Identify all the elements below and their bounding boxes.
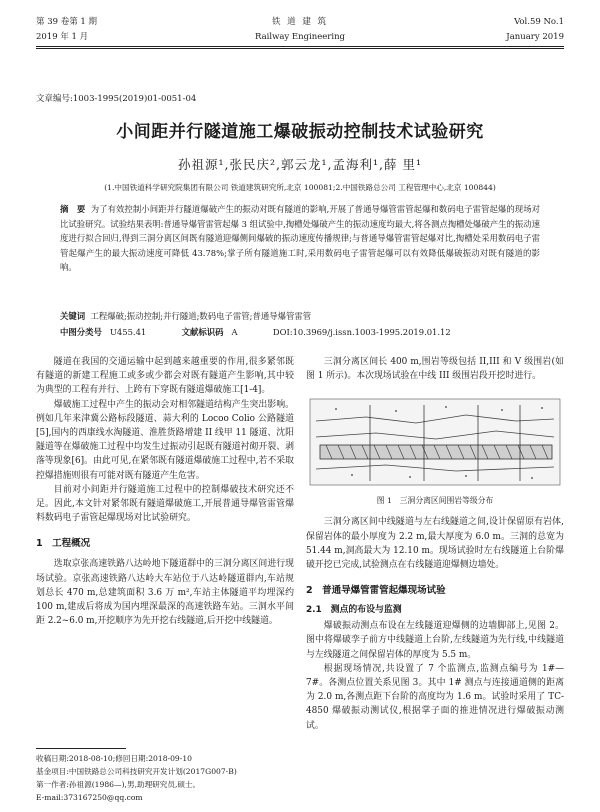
header-date: 2019 年 1 月: [36, 32, 89, 42]
abstract-label: 摘 要: [60, 204, 86, 214]
article-id: 文章编号:1003-1995(2019)01-0051-04: [36, 94, 197, 104]
figure-1: [306, 391, 564, 509]
authors: 孙祖源¹,张民庆²,郭云龙¹,孟海利¹,薛 里¹: [178, 157, 422, 172]
footnotes: [36, 752, 298, 804]
footnote-email: E-mail:373167250@qq.com: [36, 793, 143, 802]
section-2-heading: 2 普通导爆管雷管起爆现场试验: [306, 585, 446, 597]
right-paragraph-1: 三洞分离区间长 400 m,围岩等级包括 II,III 和 V 级围岩(如图 1 所示)。本次现场试验在中线 III 级围岩段开挖时进行。: [306, 357, 564, 382]
doi-value: 10.3969/j.issn.1003-1995.2019.01.12: [292, 327, 451, 337]
figure-frame: [310, 399, 560, 485]
section-1-paragraph: 选取京张高速铁路八达岭地下隧道群中的三洞分离区间进行现场试验。京张高速铁路八达岭大车站位于八达岭隧道群内,车站规划总长 470 m,总建筑面积 3.6 万 m²,车站主体隧道平均埋深约 100 m,建成后将成为国内埋深最深的高速铁路车站。三洞水平间距 2.2~6.0 m,开挖顺序为先开挖右线隧道,后开挖中线隧道。: [36, 559, 294, 627]
intro-paragraph-1: 隧道在我国的交通运输中起到越来越重要的作用,很多紧邻既有隧道的新建工程施工或多或少都会对既有隧道产生影响,其中较为典型的工程有并行、上跨有下穿既有隧道爆破施工[1-4]。: [36, 357, 294, 396]
footnote-received: 收稿日期:2018-08-10;修回日期:2018-09-10: [36, 754, 192, 763]
right-column: [306, 355, 564, 733]
doi-label: DOI:: [272, 327, 293, 337]
abstract-text: 为了有效控制小间距并行隧道爆破产生的振动对既有隧道的影响,开展了普通导爆管雷管起爆和数码电子雷管起爆的现场对比试验研究。试验结果表明:普通导爆管雷管起爆 3 组试验中,掏槽处爆破产生的振动速度均最大,将各测点掏槽处爆破产生的振动速度进行拟合回归,得到三洞分离区间既有隧道迎爆侧间爆破的振动速度传播规律;与普通导爆管雷管起爆对比,掏槽处采用数码电子雷管起爆产生的最大振动速度可降低 43.78%;掌子所有隧道施工时,采用数码电子雷管起爆可以有效降低爆破振动对既有隧道的影响。: [60, 204, 540, 272]
keywords-label: 关键词: [60, 311, 86, 321]
left-column: [36, 355, 294, 628]
clc-value: U455.41: [109, 327, 147, 337]
clc-label: 中图分类号: [60, 327, 102, 337]
page-title: 小间距并行隧道施工爆破振动控制技术试验研究: [116, 122, 484, 142]
doc-code-label: 文献标识码: [181, 327, 224, 337]
keywords: [60, 309, 540, 324]
header-month: January 2019: [506, 32, 564, 42]
right-paragraph-3: 爆破振动测点布设在左线隧道迎爆侧的边墙脚部上,见图 2。图中将爆破孪子前方中线隧道上台阶,左线隧道为先行线,中线隧道与左线隧道之间保留岩体的厚度为 5.5 m。: [306, 621, 564, 660]
footnote-author: 第一作者:孙祖源(1986—),男,助理研究员,硕士。: [36, 780, 201, 789]
abstract: [60, 202, 540, 275]
header-journal: 铁 道 建 筑: [271, 17, 329, 27]
subsection-2-1-heading: 2.1 测点的布设与监测: [306, 605, 402, 616]
keywords-text: 工程爆破;振动控制;并行隧道;数码电子雷管;普通导爆管雷管: [90, 311, 312, 321]
affiliations: (1.中国铁道科学研究院集团有限公司 铁道建筑研究所,北京 100081;2.中国铁路总公司 工程管理中心,北京 100844): [104, 183, 496, 192]
intro-paragraph-2: 爆破施工过程中产生的振动会对相邻隧道结构产生突出影响。例如几年来津冀公路标段隧道、蒜大利的 Locoo Colio 公路隧道[5],国内的西康线水淘隧道、淮胜货路增建 II 线甲 11 隧道、沈阳隧道等在爆破施工过程中均发生过振动引起既有隧道衬砌开裂、剥落等现象[6]。由此可见,在紧邻既有隧道爆破施工过程中,若不采取控爆措施则很有可能对既有隧道产生危害。: [36, 399, 294, 481]
header-issue: 第 39 卷第 1 期: [36, 17, 98, 27]
header-journal-en: Railway Engineering: [254, 32, 346, 42]
header-rule-top: [36, 46, 564, 47]
figure-1-caption: 图 1 三洞分离区间围岩等级分布: [376, 496, 494, 506]
header-rule-bottom: [36, 48, 564, 49]
header-volume: Vol.59 No.1: [514, 17, 564, 27]
section-1-heading: 1 工程概况: [36, 538, 91, 550]
doc-code-value: A: [231, 327, 238, 337]
right-paragraph-4: 根据现场情况,共设置了 7 个监测点,监测点编号为 1#—7#。各测点位置关系见图 3。其中 1# 测点与连接通道侧的距离为 2.0 m,各测点距下台阶的高度均为 1.6 m。试验时采用了 TC-4850 爆破振动测试仪,根据掌子面的推进情况进行爆破振动测试。: [306, 663, 564, 731]
figure-1-diagram: [306, 391, 564, 491]
right-paragraph-2: 三洞分离区间中线隧道与左右线隧道之间,设计保留原有岩体,保留岩体的最小厚度为 2.2 m,最大厚度为 6.0 m。三洞的总宽为 51.44 m,洞高最大为 12.10 m。现场试验时左右线隧道上台阶爆破开挖已完成,试验测点在右线隧道迎爆侧边墙处。: [306, 517, 564, 571]
footnote-fund: 基金项目:中国铁路总公司科技研究开发计划(2017G007-B): [36, 767, 237, 776]
intro-paragraph-3: 目前对小间距并行隧道施工过程中的控制爆破技术研究还不足。因此,本文针对紧邻既有隧道爆破施工,开展普通导爆管雷管爆料数码电子雷管起爆现场对比试验研究。: [36, 484, 294, 524]
classification-line: [60, 326, 540, 338]
footnote-rule: [36, 748, 126, 749]
